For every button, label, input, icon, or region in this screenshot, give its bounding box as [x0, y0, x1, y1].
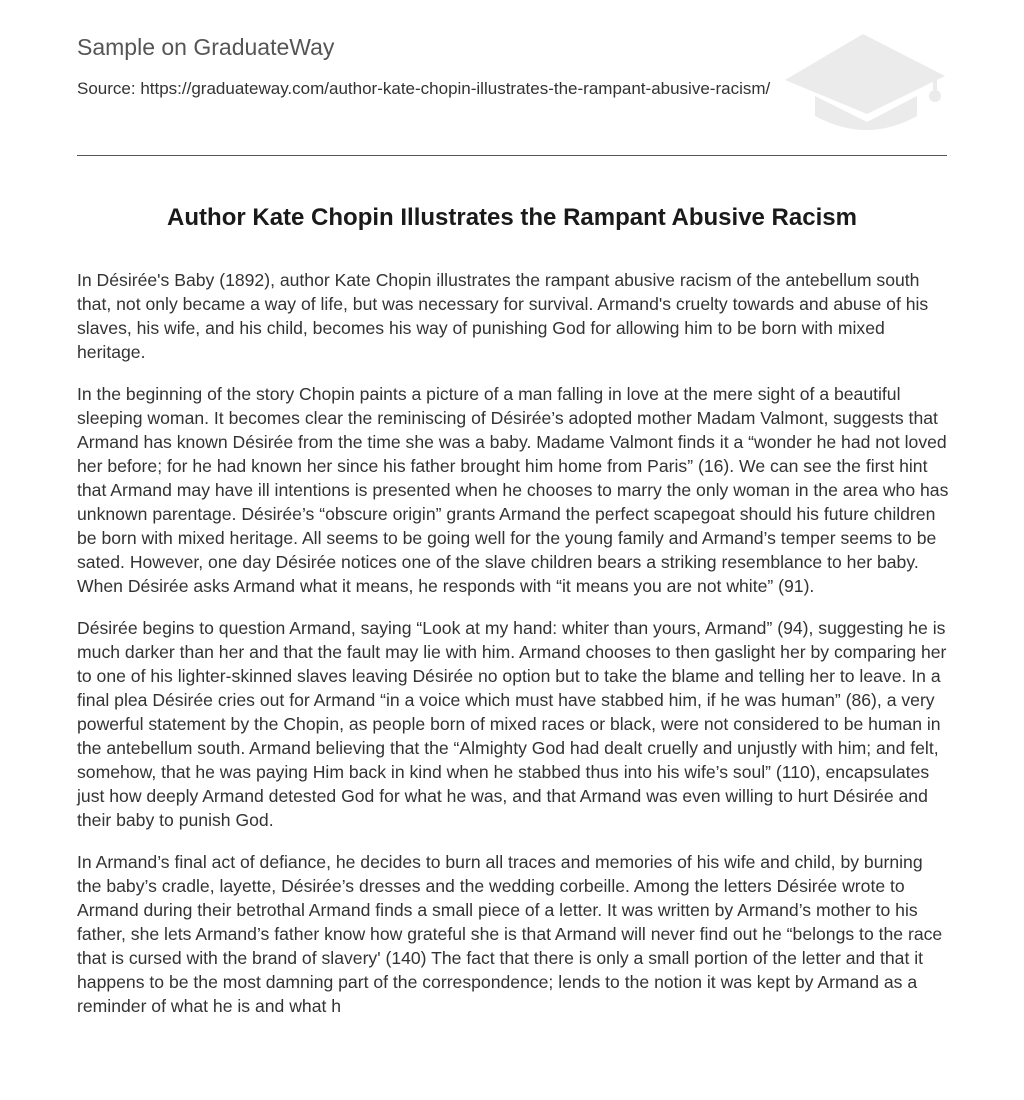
page-header: [77, 30, 947, 155]
header-divider: [77, 155, 947, 156]
source-line: [77, 78, 777, 99]
article-paragraph: Désirée begins to question Armand, saying “Look at my hand: whiter than yours, Armand” (94), suggesting he is much darker than her and that the fault may lie with him. Armand chooses to then gaslight her by comparing her to one of his lighter-skinned slaves leaving Désirée no option but to take the blame and telling her to leave. In a final plea Désirée cries out for Armand “in a voice which must have stabbed him, if he was human” (86), a very powerful statement by the Chopin, as people born of mixed races or black, were not considered to be human in the antebellum south. Armand believing that the “Almighty God had dealt cruelly and unjustly with him; and felt, somehow, that he was paying Him back in kind when he stabbed thus into his wife’s soul” (110), encapsulates just how deeply Armand detested God for what he was, and that Armand was even willing to hurt Désirée and their baby to punish God.: [77, 618, 947, 830]
article-paragraph: In Désirée's Baby (1892), author Kate Chopin illustrates the rampant abusive racism of the antebellum south that, not only became a way of life, but was necessary for survival. Armand's cruelty towards and abuse of his slaves, his wife, and his child, becomes his way of punishing God for allowing him to be born with mixed heritage.: [77, 270, 929, 362]
source-link[interactable]: https://graduateway.com/author-kate-chopin-illustrates-the-rampant-abusive-racism/: [140, 79, 771, 98]
article-body: [77, 268, 949, 1036]
source-label: Source:: [77, 79, 136, 98]
graduation-cap-icon: [781, 32, 947, 132]
article-paragraph: In Armand’s final act of defiance, he decides to burn all traces and memories of his wife and child, by burning the baby’s cradle, layette, Désirée’s dresses and the wedding corbeille. Among the letters Désirée wrote to Armand during their betrothal Armand finds a small piece of a letter. It was written by Armand’s mother to his father, she lets Armand’s father know how grateful she is that Armand will never find out he “belongs to the race that is cursed with the brand of slavery' (140) The fact that there is only a small portion of the letter and that it happens to be the most damning part of the correspondence; lends to the notion it was kept by Armand as a reminder of what he is and what h: [77, 852, 943, 1016]
article-title: Author Kate Chopin Illustrates the Rampant Abusive Racism: [167, 204, 857, 231]
article-paragraph: In the beginning of the story Chopin paints a picture of a man falling in love at the mere sight of a beautiful sleeping woman. It becomes clear the reminiscing of Désirée’s adopted mother Madam Valmont, suggests that Armand has known Désirée from the time she was a baby. Madame Valmont finds it a “wonder he had not loved her before; for he had known her since his father brought him home from Paris” (16). We can see the first hint that Armand may have ill intentions is presented when he chooses to marry the only woman in the area who has unknown parentage. Désirée’s “obscure origin” grants Armand the perfect scapegoat should his future children be born with mixed heritage. All seems to be going well for the young family and Armand’s temper seems to be sated. However, one day Désirée notices one of the slave children bears a striking resemblance to her baby. When Désirée asks Armand what it means, he responds with “it means you are not white” (91).: [77, 384, 949, 596]
site-title: Sample on GraduateWay: [77, 34, 335, 60]
